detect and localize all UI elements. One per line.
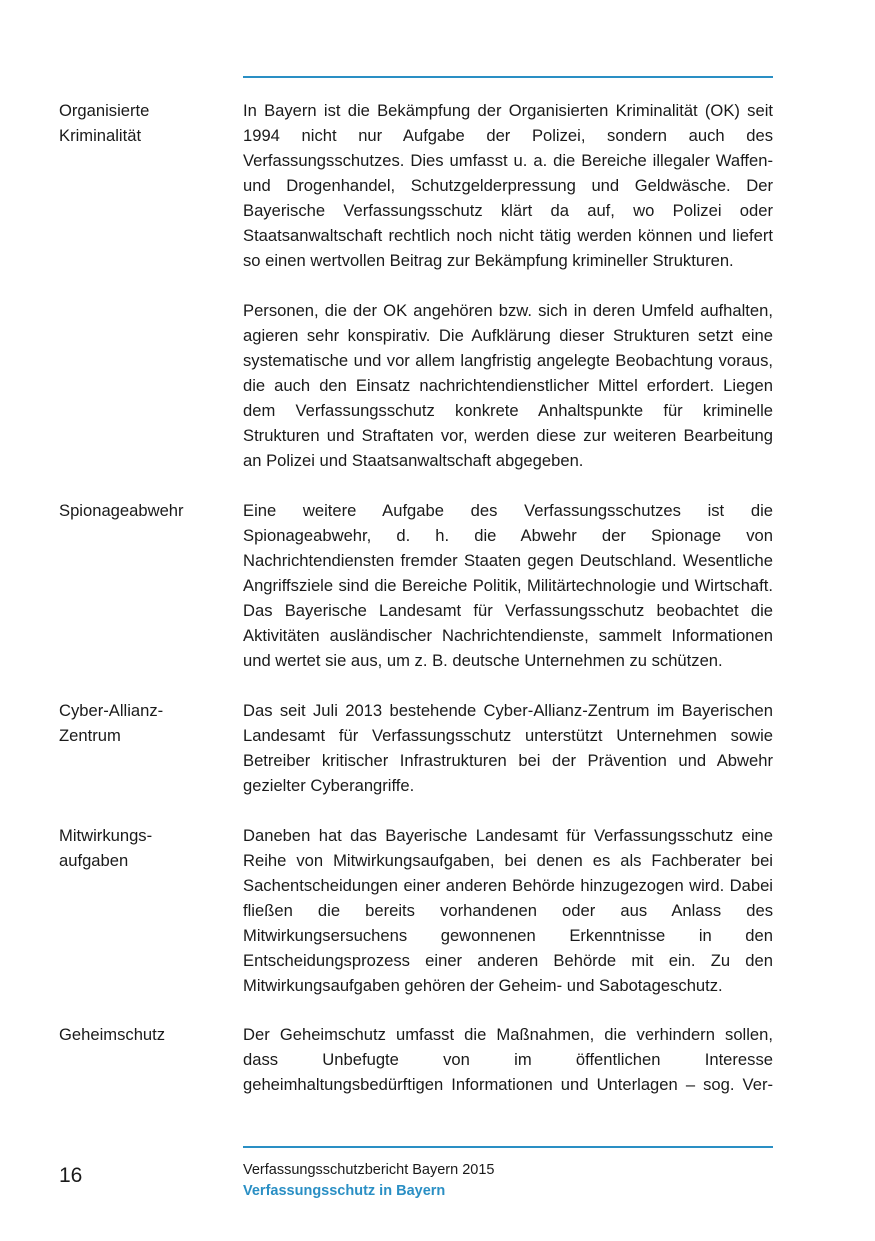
paragraph-spionageabwehr: Eine weitere Aufgabe des Verfassungsschutzes ist die Spionageabwehr, d. h. die Abwehr der Spionage von Nachrichtendiensten fremder Staaten gegen Deutschland. Wesentliche Angriffsziele sind die Bereiche Politik, Militärtechnologie und Wirtschaft. Das Bayerische Landesamt für Verfassungsschutz beobachtet die Aktivitäten ausländischer Nachrichtendienste, sammelt Informationen und wertet sie aus, um z. B. deutsche Unternehmen zu schützen. bbox=[243, 501, 773, 670]
paragraph-mitwirkung: Daneben hat das Bayerische Landesamt für Verfassungsschutz eine Reihe von Mitwirkungsaufgaben, bei denen es als Fachberater bei Sachentscheidungen einer anderen Behörde hinzugezogen wird. Dabei fließen die bereits vorhandenen oder aus Anlass des Mitwirkungsersuchens gewonnenen Erkenntnisse in den Entscheidungsprozess einer anderen Behörde mit ein. Zu den Mitwirkungsaufgaben gehören der Geheim- und Sabotageschutz. bbox=[243, 826, 773, 995]
footer-rule bbox=[243, 1146, 773, 1148]
paragraph-ok-2: Personen, die der OK angehören bzw. sich in deren Umfeld aufhalten, agieren sehr konspirativ. Die Aufklärung dieser Strukturen setzt eine systematische und vor allem langfristig angelegte Beobachtung voraus, die auch den Einsatz nachrichtendienstlicher Mittel erfordert. Liegen dem Verfassungsschutz konkrete Anhaltspunkte für kriminelle Strukturen und Straftaten vor, werden diese zur weiteren Bearbeitung an Polizei und Staatsanwaltschaft abgegeben. bbox=[243, 301, 773, 470]
paragraph-geheimschutz: Der Geheimschutz umfasst die Maßnahmen, die verhindern sollen, dass Unbefugte von im öffentlichen Interesse geheimhaltungsbedürftigen Informationen und Unterlagen – sog. Ver- bbox=[243, 1025, 773, 1094]
page-number: 16 bbox=[59, 1164, 83, 1187]
side-label-cyber: Cyber-Allianz- Zentrum bbox=[59, 701, 164, 745]
side-label-mitwirkung: Mitwirkungs- aufgaben bbox=[59, 826, 153, 870]
side-label-geheimschutz: Geheimschutz bbox=[59, 1025, 166, 1044]
footer-section-title: Verfassungsschutz in Bayern bbox=[243, 1183, 446, 1199]
paragraph-cyber: Das seit Juli 2013 bestehende Cyber-Allianz-Zentrum im Bayerischen Landesamt für Verfassungsschutz unterstützt Unternehmen sowie Betreiber kritischer Infrastrukturen bei der Prävention und Abwehr gezielter Cyberangriffe. bbox=[243, 701, 773, 795]
footer-report-title: Verfassungsschutzbericht Bayern 2015 bbox=[243, 1162, 495, 1178]
paragraph-ok-1: In Bayern ist die Bekämpfung der Organisierten Kriminalität (OK) seit 1994 nicht nur Aufgabe der Polizei, sondern auch des Verfassungsschutzes. Dies umfasst u. a. die Bereiche illegaler Waffen- und Drogenhandel, Schutzgelderpressung und Geldwäsche. Der Bayerische Verfassungsschutz klärt da auf, wo Polizei oder Staatsanwaltschaft rechtlich noch nicht tätig werden können und liefert so einen wertvollen Beitrag zur Bekämpfung krimineller Strukturen. bbox=[243, 101, 773, 270]
side-label-spionageabwehr: Spionageabwehr bbox=[59, 501, 184, 520]
side-label-ok: Organisierte Kriminalität bbox=[59, 101, 150, 145]
header-rule bbox=[243, 76, 773, 78]
